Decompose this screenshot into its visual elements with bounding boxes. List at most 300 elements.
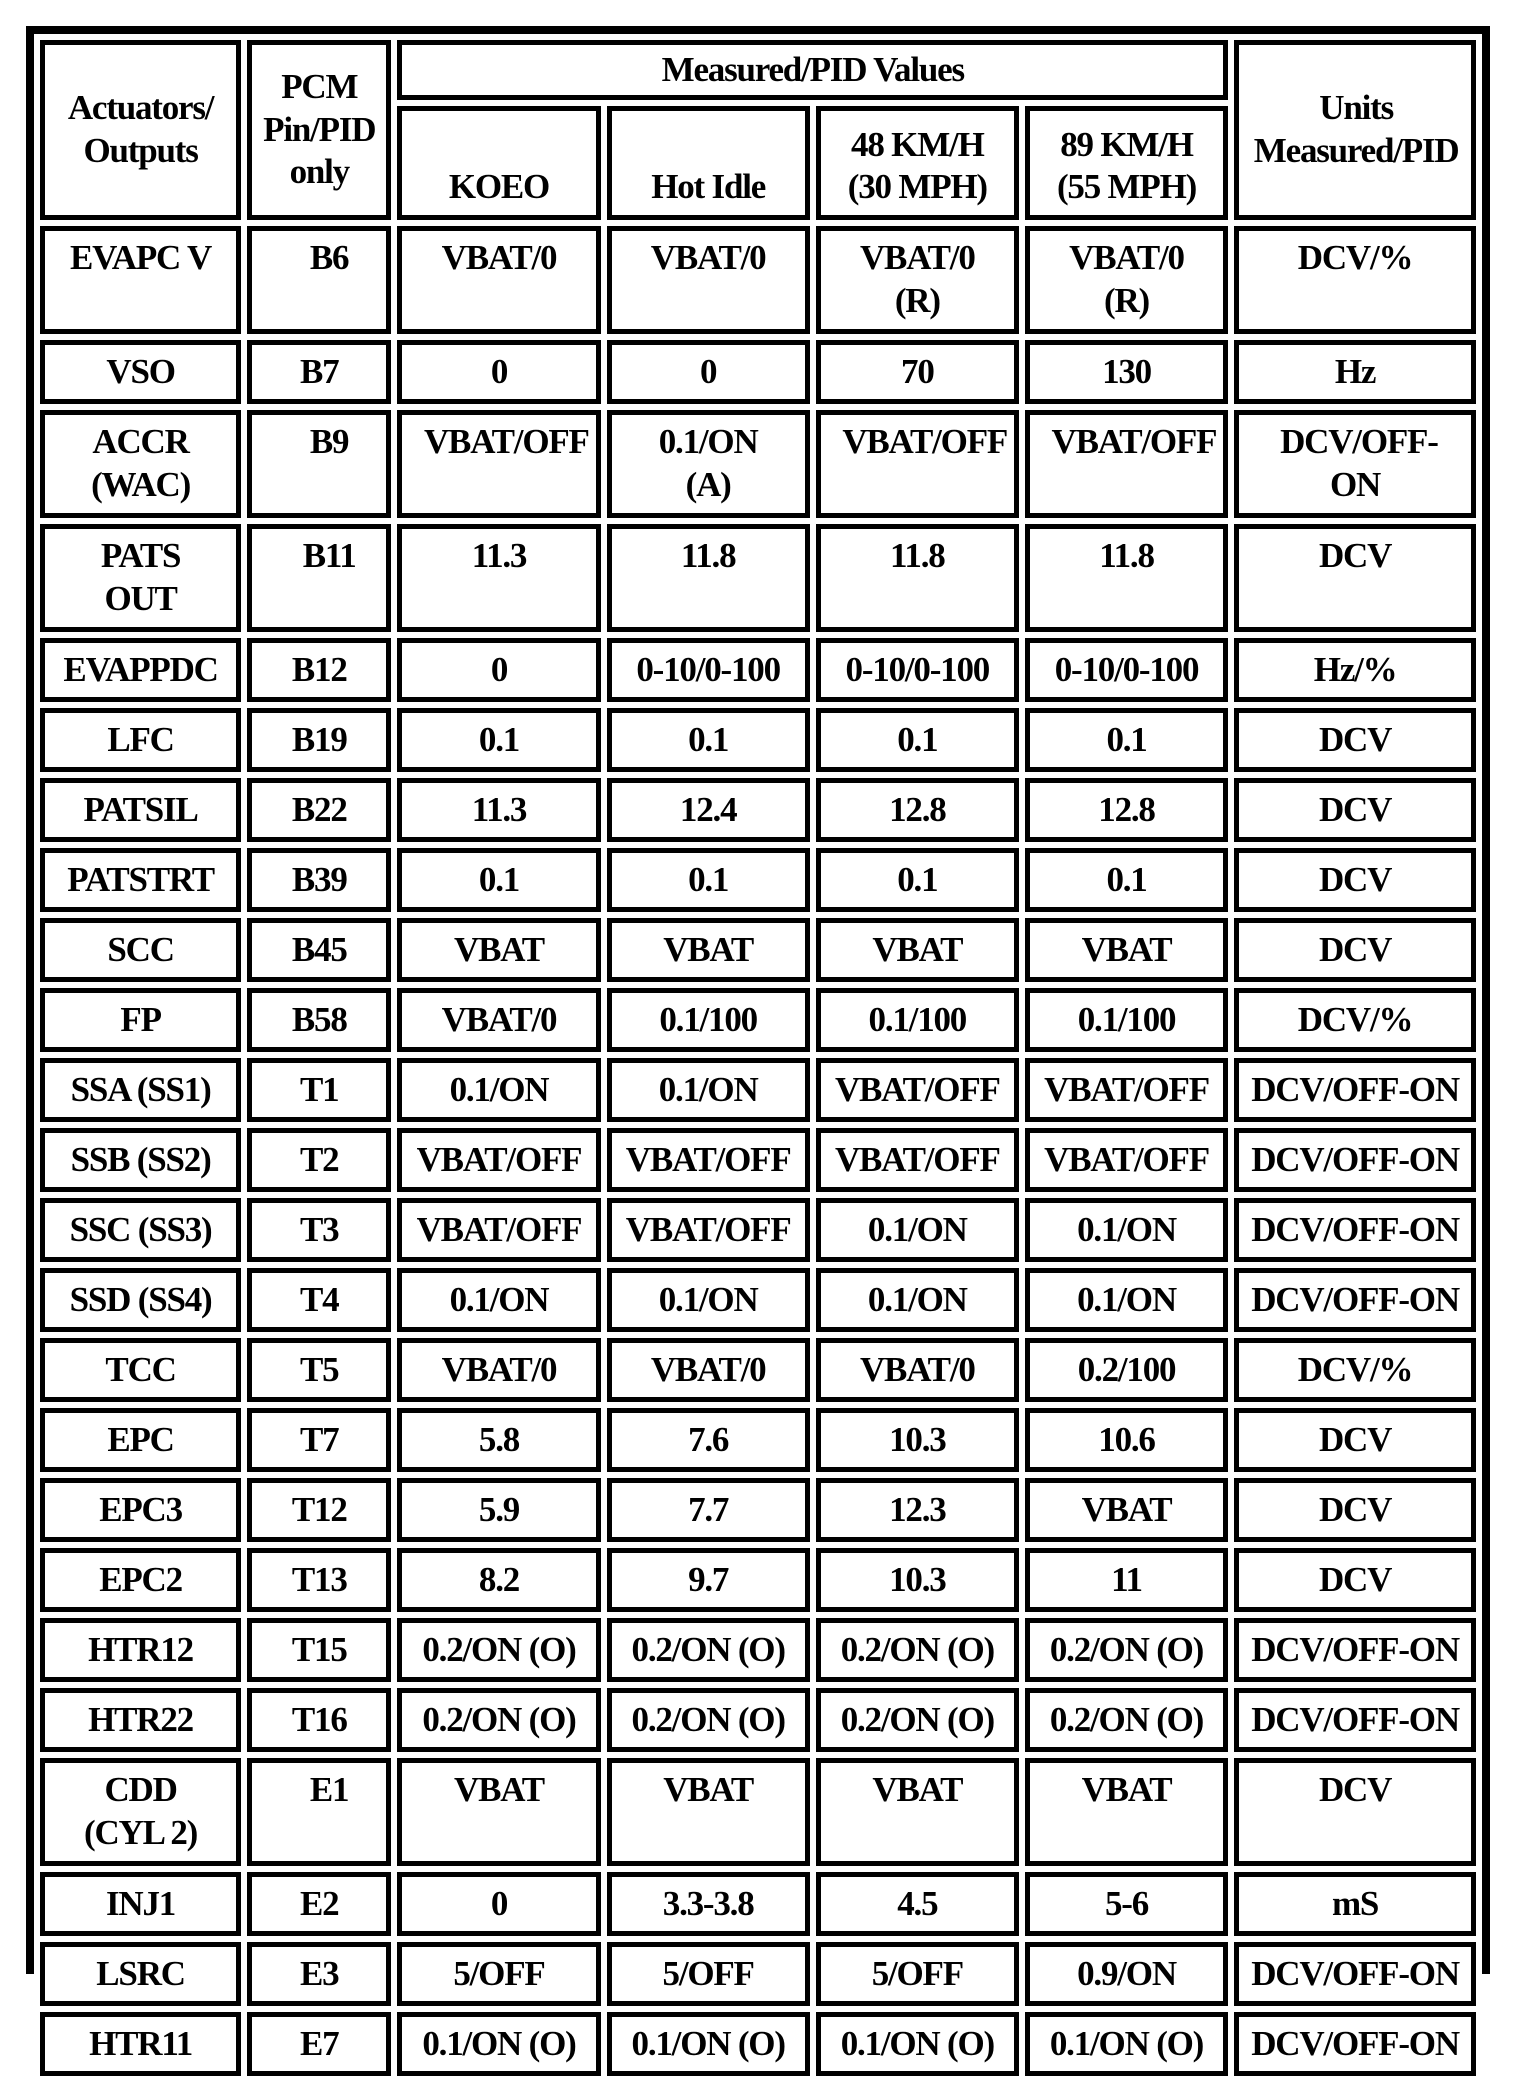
- cell-units: [1234, 226, 1476, 334]
- cell-pcm-pin-text: T7: [300, 1420, 339, 1459]
- cell-pcm-pin-text: T4: [300, 1280, 339, 1319]
- cell-pcm-pin: [247, 1128, 391, 1192]
- cell-hot-idle: [607, 1872, 810, 1936]
- cell-48-kmh-text: 0.2/ON (O): [840, 1630, 994, 1669]
- cell-actuator-name: [40, 524, 241, 632]
- cell-48-kmh: [816, 1618, 1019, 1682]
- cell-actuator-name: [40, 1942, 241, 2006]
- cell-48-kmh-text: VBAT/OFF: [834, 1140, 1000, 1179]
- cell-koeo-text: 0.2/ON (O): [422, 1630, 576, 1669]
- cell-89-kmh: [1025, 1198, 1228, 1262]
- table-row: [40, 1548, 1476, 1612]
- cell-48-kmh: [816, 226, 1019, 334]
- table-row: [40, 524, 1476, 632]
- cell-actuator-name: [40, 918, 241, 982]
- cell-89-kmh: [1025, 1758, 1228, 1866]
- cell-hot-idle-text: VBAT/0: [650, 1350, 766, 1389]
- cell-actuator-name: [40, 1548, 241, 1612]
- cell-48-kmh-text: VBAT/OFF: [834, 1070, 1000, 1109]
- cell-pcm-pin: [247, 638, 391, 702]
- cell-actuator-name: [40, 1758, 241, 1866]
- cell-koeo-text: 0.1/ON: [449, 1280, 549, 1319]
- cell-pcm-pin: [247, 708, 391, 772]
- cell-48-kmh: [816, 1548, 1019, 1612]
- cell-89-kmh-text: 10.6: [1098, 1420, 1155, 1459]
- header-units-measured-pid: [1234, 40, 1476, 220]
- cell-48-kmh: [816, 1058, 1019, 1122]
- cell-89-kmh-text: 0.2/ON (O): [1049, 1700, 1204, 1739]
- cell-pcm-pin: [247, 1758, 391, 1866]
- cell-89-kmh-text: 130: [1102, 352, 1151, 391]
- header-48-kmh: [816, 106, 1019, 220]
- cell-48-kmh: [816, 1198, 1019, 1262]
- cell-89-kmh-text: VBAT: [1081, 1770, 1172, 1809]
- cell-hot-idle-text: 3.3-3.8: [662, 1884, 754, 1923]
- cell-48-kmh-text: 0-10/0-100: [845, 650, 990, 689]
- cell-89-kmh: [1025, 1128, 1228, 1192]
- cell-pcm-pin-text: E7: [300, 2024, 339, 2063]
- cell-hot-idle: [607, 1688, 810, 1752]
- cell-actuator-name: [40, 1338, 241, 1402]
- table-row: [40, 1688, 1476, 1752]
- cell-hot-idle: [607, 1128, 810, 1192]
- cell-48-kmh: [816, 410, 1019, 518]
- table-row: [40, 1618, 1476, 1682]
- cell-89-kmh-text: 12.8: [1098, 790, 1155, 829]
- cell-48-kmh-text: 0.1: [897, 860, 938, 899]
- cell-units: [1234, 1198, 1476, 1262]
- cell-koeo: [397, 918, 600, 982]
- cell-actuator-name: [40, 988, 241, 1052]
- cell-pcm-pin: [247, 1198, 391, 1262]
- cell-48-kmh-text: 12.3: [889, 1490, 946, 1529]
- cell-48-kmh: [816, 918, 1019, 982]
- cell-units-text: DCV/OFF-ON: [1251, 1140, 1459, 1179]
- cell-koeo-text: 11.3: [471, 536, 527, 575]
- cell-89-kmh: [1025, 524, 1228, 632]
- cell-48-kmh: [816, 1128, 1019, 1192]
- cell-units-text: DCV/OFF-ON: [1251, 1630, 1459, 1669]
- table-body: [40, 226, 1476, 2076]
- cell-units-text: Hz: [1334, 352, 1376, 391]
- cell-koeo-text: 0.1/ON: [449, 1070, 549, 1109]
- cell-48-kmh-text: 0.1/100: [868, 1000, 967, 1039]
- cell-89-kmh-text: 0.1/ON: [1077, 1280, 1176, 1319]
- cell-pcm-pin: [247, 1618, 391, 1682]
- cell-pcm-pin: [247, 524, 391, 632]
- cell-actuator-name-text: LFC: [107, 720, 174, 759]
- cell-89-kmh-text: 5-6: [1104, 1884, 1149, 1923]
- cell-89-kmh-text: 0.1: [1106, 720, 1147, 759]
- cell-hot-idle-text: 0.2/ON (O): [631, 1700, 785, 1739]
- cell-actuator-name: [40, 1128, 241, 1192]
- cell-koeo: [397, 1618, 600, 1682]
- cell-48-kmh: [816, 1872, 1019, 1936]
- cell-48-kmh: [816, 638, 1019, 702]
- cell-actuator-name: [40, 1058, 241, 1122]
- cell-koeo-text: 0.1/ON (O): [422, 2024, 576, 2063]
- cell-pcm-pin: [247, 1688, 391, 1752]
- cell-pcm-pin: [247, 1548, 391, 1612]
- cell-48-kmh: [816, 778, 1019, 842]
- cell-actuator-name-text: FP: [120, 1000, 161, 1039]
- cell-48-kmh-text: 0.1/ON (O): [840, 2024, 994, 2063]
- cell-pcm-pin: [247, 1058, 391, 1122]
- cell-actuator-name: [40, 1478, 241, 1542]
- cell-89-kmh-text: 0.9/ON: [1077, 1954, 1176, 1993]
- cell-pcm-pin-text: E1: [309, 1770, 349, 1809]
- cell-koeo: [397, 708, 600, 772]
- cell-pcm-pin: [247, 1268, 391, 1332]
- cell-units-text: DCV: [1318, 930, 1392, 969]
- cell-actuator-name: [40, 638, 241, 702]
- cell-48-kmh: [816, 340, 1019, 404]
- cell-units: [1234, 918, 1476, 982]
- table-header: [40, 40, 1476, 220]
- cell-units-text: DCV: [1318, 1420, 1392, 1459]
- cell-hot-idle-text: 0.1: [688, 720, 729, 759]
- cell-koeo: [397, 778, 600, 842]
- cell-units-text: DCV/OFF-ON: [1251, 1700, 1459, 1739]
- cell-units: [1234, 410, 1476, 518]
- cell-pcm-pin: [247, 1872, 391, 1936]
- cell-89-kmh-text: 0.2/ON (O): [1049, 1630, 1204, 1669]
- cell-hot-idle-text: 0.1/ON (O): [631, 2024, 785, 2063]
- table-row: [40, 708, 1476, 772]
- cell-48-kmh: [816, 1688, 1019, 1752]
- cell-48-kmh: [816, 708, 1019, 772]
- cell-actuator-name: [40, 340, 241, 404]
- cell-units-text: DCV/OFF-ON: [1251, 1954, 1459, 1993]
- cell-hot-idle: [607, 1618, 810, 1682]
- cell-89-kmh: [1025, 410, 1228, 518]
- cell-48-kmh-text: 10.3: [889, 1420, 946, 1459]
- cell-koeo: [397, 1408, 600, 1472]
- cell-89-kmh-text: VBAT: [1081, 1490, 1172, 1529]
- table-row: [40, 848, 1476, 912]
- cell-units-text: Hz/%: [1313, 650, 1397, 689]
- cell-89-kmh: [1025, 778, 1228, 842]
- table-row: [40, 1942, 1476, 2006]
- table-row: [40, 1478, 1476, 1542]
- cell-89-kmh-text: 0.1/ON (O): [1049, 2024, 1204, 2063]
- cell-89-kmh-text: 0.1/ON: [1077, 1210, 1176, 1249]
- cell-pcm-pin-text: B11: [302, 536, 356, 575]
- table-row: [40, 918, 1476, 982]
- cell-units-text: DCV/%: [1297, 238, 1413, 277]
- cell-89-kmh: [1025, 1478, 1228, 1542]
- cell-48-kmh-text: 0.1/ON: [867, 1210, 967, 1249]
- cell-hot-idle-text: VBAT/0: [650, 238, 766, 277]
- cell-pcm-pin: [247, 2012, 391, 2076]
- cell-hot-idle: [607, 1408, 810, 1472]
- header-pcm-pin-pid: [247, 40, 391, 220]
- cell-koeo-text: VBAT/OFF: [416, 1140, 582, 1179]
- table-row: [40, 1128, 1476, 1192]
- cell-units: [1234, 1618, 1476, 1682]
- table-row: [40, 778, 1476, 842]
- cell-units: [1234, 1408, 1476, 1472]
- cell-48-kmh-text: 12.8: [889, 790, 946, 829]
- cell-89-kmh: [1025, 2012, 1228, 2076]
- cell-48-kmh-text: 11.8: [890, 536, 945, 575]
- cell-48-kmh: [816, 1408, 1019, 1472]
- cell-actuator-name-text: HTR22: [88, 1700, 193, 1739]
- cell-koeo-text: 0: [490, 650, 508, 689]
- cell-pcm-pin: [247, 778, 391, 842]
- header-48-kmh-text: 48 KM/H (30 MPH): [847, 124, 987, 207]
- cell-pcm-pin-text: B45: [291, 930, 347, 969]
- cell-units: [1234, 1058, 1476, 1122]
- cell-units: [1234, 1758, 1476, 1866]
- cell-48-kmh-text: VBAT: [872, 1770, 963, 1809]
- cell-units: [1234, 1548, 1476, 1612]
- cell-89-kmh-text: 0.1: [1106, 860, 1147, 899]
- cell-actuator-name: [40, 226, 241, 334]
- cell-koeo-text: VBAT/0: [441, 238, 557, 277]
- cell-89-kmh: [1025, 1058, 1228, 1122]
- cell-48-kmh-text: 4.5: [897, 1884, 938, 1923]
- cell-koeo-text: VBAT/0: [441, 1350, 557, 1389]
- cell-hot-idle-text: 7.6: [688, 1420, 729, 1459]
- cell-hot-idle: [607, 848, 810, 912]
- cell-actuator-name-text: PATS OUT: [100, 536, 181, 618]
- cell-koeo-text: VBAT: [454, 930, 544, 969]
- cell-hot-idle: [607, 1058, 810, 1122]
- cell-koeo: [397, 410, 600, 518]
- cell-hot-idle-text: 7.7: [688, 1490, 729, 1529]
- cell-actuator-name: [40, 2012, 241, 2076]
- cell-hot-idle: [607, 778, 810, 842]
- cell-48-kmh-text: 5/OFF: [871, 1954, 963, 1993]
- cell-89-kmh: [1025, 340, 1228, 404]
- cell-actuator-name-text: VSO: [106, 352, 175, 391]
- header-units-text: Units Measured/PID: [1253, 88, 1459, 170]
- cell-hot-idle-text: 9.7: [688, 1560, 729, 1599]
- cell-koeo-text: 5.9: [478, 1490, 520, 1529]
- cell-89-kmh: [1025, 1408, 1228, 1472]
- cell-koeo: [397, 988, 600, 1052]
- cell-48-kmh-text: VBAT/0 (R): [859, 238, 975, 320]
- cell-89-kmh-text: VBAT: [1081, 930, 1172, 969]
- cell-hot-idle-text: 0.1/ON: [658, 1280, 758, 1319]
- cell-koeo-text: 11.3: [471, 790, 527, 829]
- cell-89-kmh-text: VBAT/OFF: [1051, 422, 1217, 461]
- cell-units-text: DCV: [1318, 860, 1392, 899]
- cell-actuator-name-text: EPC: [107, 1420, 174, 1459]
- cell-48-kmh-text: VBAT/OFF: [842, 422, 1008, 461]
- cell-89-kmh: [1025, 1618, 1228, 1682]
- cell-89-kmh: [1025, 1942, 1228, 2006]
- cell-hot-idle-text: 0.2/ON (O): [631, 1630, 785, 1669]
- cell-actuator-name-text: ACCR (WAC): [91, 422, 191, 504]
- cell-pcm-pin: [247, 918, 391, 982]
- cell-pcm-pin-text: T3: [300, 1210, 339, 1249]
- table-row: [40, 988, 1476, 1052]
- cell-units: [1234, 2012, 1476, 2076]
- cell-hot-idle: [607, 1758, 810, 1866]
- cell-actuator-name: [40, 848, 241, 912]
- cell-89-kmh: [1025, 638, 1228, 702]
- cell-koeo: [397, 1548, 600, 1612]
- cell-pcm-pin-text: T15: [291, 1630, 347, 1669]
- cell-units-text: DCV: [1318, 1560, 1392, 1599]
- cell-units-text: DCV/OFF-ON: [1251, 1070, 1459, 1109]
- cell-pcm-pin-text: T13: [291, 1560, 347, 1599]
- cell-actuator-name-text: PATSIL: [83, 790, 198, 829]
- cell-89-kmh-text: 11.8: [1099, 536, 1154, 575]
- table-row: [40, 2012, 1476, 2076]
- cell-pcm-pin-text: B39: [291, 860, 347, 899]
- cell-units: [1234, 778, 1476, 842]
- table-row: [40, 638, 1476, 702]
- cell-actuator-name: [40, 1618, 241, 1682]
- cell-pcm-pin-text: T1: [300, 1070, 339, 1109]
- cell-koeo: [397, 1688, 600, 1752]
- cell-89-kmh-text: VBAT/0 (R): [1069, 238, 1184, 320]
- cell-units: [1234, 708, 1476, 772]
- cell-units-text: DCV: [1318, 1490, 1392, 1529]
- cell-koeo-text: VBAT/0: [441, 1000, 557, 1039]
- cell-48-kmh-text: VBAT: [872, 930, 963, 969]
- cell-48-kmh: [816, 848, 1019, 912]
- table-row: [40, 1338, 1476, 1402]
- cell-koeo: [397, 1198, 600, 1262]
- cell-hot-idle: [607, 638, 810, 702]
- cell-koeo: [397, 1872, 600, 1936]
- cell-hot-idle: [607, 1478, 810, 1542]
- cell-koeo: [397, 1268, 600, 1332]
- table-row: [40, 1758, 1476, 1866]
- cell-hot-idle-text: VBAT: [663, 1770, 754, 1809]
- cell-units: [1234, 988, 1476, 1052]
- cell-actuator-name: [40, 410, 241, 518]
- cell-koeo: [397, 1058, 600, 1122]
- table-row: [40, 1198, 1476, 1262]
- cell-koeo: [397, 226, 600, 334]
- cell-89-kmh-text: VBAT/OFF: [1044, 1070, 1209, 1109]
- cell-units: [1234, 340, 1476, 404]
- cell-pcm-pin-text: B7: [300, 352, 339, 391]
- cell-units: [1234, 1268, 1476, 1332]
- cell-koeo-text: 0: [490, 1884, 508, 1923]
- cell-units: [1234, 1872, 1476, 1936]
- cell-89-kmh: [1025, 708, 1228, 772]
- cell-koeo-text: 5/OFF: [453, 1954, 545, 1993]
- cell-units-text: DCV/OFF-ON: [1251, 1210, 1459, 1249]
- cell-koeo-text: 8.2: [478, 1560, 520, 1599]
- cell-units-text: DCV/OFF-ON: [1251, 2024, 1459, 2063]
- cell-89-kmh: [1025, 226, 1228, 334]
- cell-pcm-pin: [247, 848, 391, 912]
- cell-hot-idle-text: 5/OFF: [662, 1954, 754, 1993]
- cell-pcm-pin-text: B19: [291, 720, 347, 759]
- cell-hot-idle-text: 0.1/ON: [658, 1070, 758, 1109]
- cell-koeo: [397, 848, 600, 912]
- cell-pcm-pin-text: B22: [291, 790, 347, 829]
- cell-actuator-name-text: EPC3: [99, 1490, 182, 1529]
- cell-pcm-pin-text: B12: [291, 650, 347, 689]
- cell-48-kmh-text: 0.2/ON (O): [840, 1700, 994, 1739]
- cell-pcm-pin: [247, 988, 391, 1052]
- cell-48-kmh: [816, 1268, 1019, 1332]
- cell-actuator-name-text: SSA (SS1): [70, 1070, 211, 1109]
- cell-units: [1234, 1128, 1476, 1192]
- cell-actuator-name-text: PATSTRT: [67, 860, 214, 899]
- cell-pcm-pin: [247, 340, 391, 404]
- cell-units: [1234, 524, 1476, 632]
- cell-hot-idle: [607, 524, 810, 632]
- cell-pcm-pin: [247, 1408, 391, 1472]
- cell-pcm-pin: [247, 410, 391, 518]
- cell-hot-idle-text: 0.1/100: [659, 1000, 757, 1039]
- cell-48-kmh: [816, 1338, 1019, 1402]
- cell-actuator-name: [40, 1268, 241, 1332]
- cell-89-kmh: [1025, 918, 1228, 982]
- cell-89-kmh: [1025, 1872, 1228, 1936]
- cell-89-kmh: [1025, 848, 1228, 912]
- cell-koeo-text: 0.1: [478, 720, 520, 759]
- cell-48-kmh-text: 70: [901, 352, 934, 391]
- cell-actuator-name-text: SSB (SS2): [70, 1140, 211, 1179]
- cell-units: [1234, 1338, 1476, 1402]
- cell-hot-idle-text: 0: [699, 352, 717, 391]
- cell-actuator-name: [40, 1198, 241, 1262]
- header-hot-idle: Hot Idle: [607, 106, 810, 220]
- cell-89-kmh: [1025, 1268, 1228, 1332]
- header-actuators-text: Actuators/ Outputs: [67, 88, 214, 170]
- table-row: [40, 1872, 1476, 1936]
- cell-48-kmh: [816, 1942, 1019, 2006]
- cell-koeo-text: 5.8: [478, 1420, 520, 1459]
- cell-hot-idle-text: VBAT/OFF: [625, 1140, 791, 1179]
- cell-actuator-name-text: LSRC: [96, 1954, 185, 1993]
- cell-koeo-text: VBAT/OFF: [416, 1210, 582, 1249]
- cell-koeo-text: 0.2/ON (O): [422, 1700, 576, 1739]
- cell-actuator-name-text: CDD (CYL 2): [83, 1770, 198, 1852]
- cell-actuator-name-text: EPC2: [99, 1560, 182, 1599]
- cell-units: [1234, 1478, 1476, 1542]
- cell-hot-idle: [607, 1198, 810, 1262]
- cell-pcm-pin-text: B6: [309, 238, 349, 277]
- cell-units-text: DCV: [1318, 720, 1392, 759]
- cell-units-text: DCV: [1318, 1770, 1392, 1809]
- cell-89-kmh: [1025, 1338, 1228, 1402]
- cell-hot-idle: [607, 1268, 810, 1332]
- cell-pcm-pin: [247, 1942, 391, 2006]
- cell-hot-idle: [607, 1338, 810, 1402]
- cell-hot-idle: [607, 1942, 810, 2006]
- cell-koeo: [397, 2012, 600, 2076]
- cell-89-kmh-text: 0.2/100: [1077, 1350, 1176, 1389]
- cell-koeo: [397, 524, 600, 632]
- actuator-values-table-frame: [26, 26, 1490, 2063]
- cell-koeo-text: VBAT: [454, 1770, 544, 1809]
- cell-hot-idle: [607, 2012, 810, 2076]
- cell-89-kmh: [1025, 1688, 1228, 1752]
- cell-koeo-text: 0.1: [478, 860, 520, 899]
- cell-89-kmh-text: VBAT/OFF: [1044, 1140, 1209, 1179]
- cell-koeo: [397, 1128, 600, 1192]
- cell-48-kmh: [816, 1758, 1019, 1866]
- cell-koeo: [397, 1942, 600, 2006]
- cell-hot-idle: [607, 708, 810, 772]
- cell-hot-idle-text: 11.8: [680, 536, 736, 575]
- cell-actuator-name: [40, 1688, 241, 1752]
- cell-pcm-pin: [247, 226, 391, 334]
- cell-units: [1234, 1942, 1476, 2006]
- cell-koeo-text: VBAT/OFF: [423, 422, 589, 461]
